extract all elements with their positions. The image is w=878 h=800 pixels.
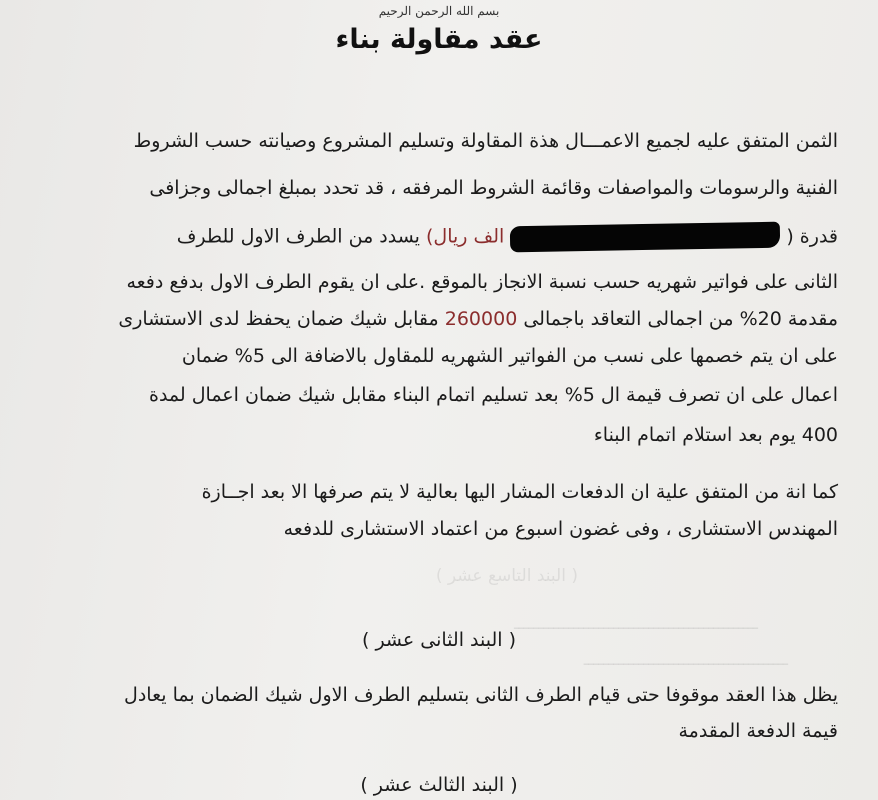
price-unit: الف ريال) bbox=[426, 225, 505, 248]
paragraph-line: الفنية والرسومات والمواصفات وقائمة الشروط المرفقه ، قد تحدد بمبلغ اجمالى وجزافى bbox=[149, 177, 838, 199]
document-title: عقد مقاولة بناء bbox=[335, 24, 543, 55]
paragraph-line: يظل هذا العقد موقوفا حتى قيام الطرف الثانى بتسليم الطرف الاول شيك الضمان بما يعادل bbox=[124, 684, 838, 706]
show-through-text: ـــــــــــــــــــــــــــــــــــــــــ bbox=[583, 650, 788, 670]
paragraph-line-with-amount bbox=[118, 308, 838, 330]
paragraph-line-with-redaction bbox=[177, 224, 838, 250]
bismillah: بسم الله الرحمن الرحيم bbox=[378, 4, 500, 18]
guarantee-text: مقابل شيك ضمان يحفظ لدى الاستشارى bbox=[118, 308, 439, 330]
paragraph-line: كما انة من المتفق علية ان الدفعات المشار اليها بعالية لا يتم صرفها الا بعد اجــازة bbox=[201, 481, 838, 503]
advance-amount: 260000 bbox=[444, 308, 518, 330]
paragraph-line: الثمن المتفق عليه لجميع الاعمـــال هذة المقاولة وتسليم المشروع وصيانته حسب الشروط bbox=[133, 130, 838, 152]
paragraph-line: اعمال على ان تصرف قيمة ال 5% بعد تسليم اتمام البناء مقابل شيك ضمان اعمال لمدة bbox=[148, 384, 838, 406]
paragraph-line: قيمة الدفعة المقدمة bbox=[678, 720, 838, 742]
clause-heading: ( البند الثانى عشر ) bbox=[362, 629, 516, 651]
show-through-text: ـــــــــــــــــــــــــــــــــــــــــــــــــ bbox=[513, 614, 758, 634]
clause-heading: ( البند الثالث عشر ) bbox=[360, 774, 518, 796]
advance-payment-text: مقدمة 20% من اجمالى التعاقد باجمالى bbox=[523, 308, 838, 330]
paragraph-line: على ان يتم خصمها على نسب من الفواتير الشهريه للمقاول بالاضافة الى 5% ضمان bbox=[181, 345, 838, 367]
price-prefix: قدرة ( bbox=[786, 225, 838, 248]
price-suffix: يسدد من الطرف الاول للطرف bbox=[176, 225, 420, 248]
paragraph-line: 400 يوم بعد استلام اتمام البناء bbox=[593, 424, 838, 446]
paragraph-line: الثانى على فواتير شهريه حسب نسبة الانجاز بالموقع .على ان يقوم الطرف الاول بدفع دفعه bbox=[126, 271, 838, 293]
show-through-text: ( البند التاسع عشر ) bbox=[435, 566, 578, 586]
redaction-bar bbox=[510, 222, 780, 253]
paragraph-line: المهندس الاستشارى ، وفى غضون اسبوع من اعتماد الاستشارى للدفعه bbox=[283, 518, 838, 540]
